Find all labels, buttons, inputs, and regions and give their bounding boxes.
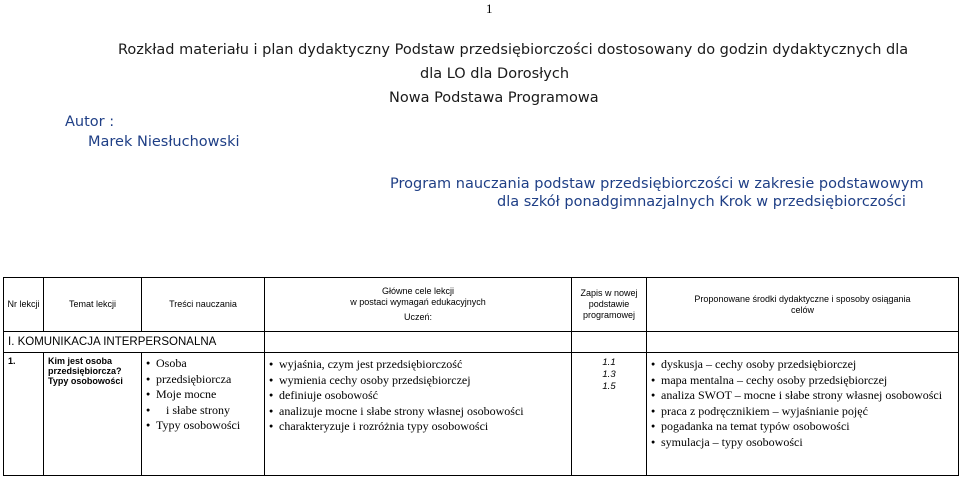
table-row [4, 353, 959, 476]
content-list [146, 356, 264, 434]
lesson-content [142, 353, 265, 476]
lesson-goals [265, 353, 572, 476]
list-item: ● analiza SWOT – mocne i słabe strony własnej osobowości [651, 388, 958, 404]
section-spacer [265, 332, 572, 353]
list-item: ● pogadanka na temat typów osobowości [651, 419, 958, 435]
list-item: ● przedsiębiorcza [146, 372, 264, 388]
document-title: Rozkład materiału i plan dydaktyczny Podstaw przedsiębiorczości dostosowany do godzin dydaktycznych dla [118, 42, 909, 58]
column-header-content: Treści nauczania [142, 278, 265, 332]
curriculum-name: Nowa Podstawa Programowa [389, 90, 599, 106]
list-item: ● charakteryzuje i rozróżnia typy osobowości [269, 419, 571, 435]
column-header-means: Proponowane środki dydaktyczne i sposoby osiągania celów [647, 278, 959, 332]
lesson-plan-table [3, 277, 959, 476]
author-name: Marek Niesłuchowski [88, 134, 240, 150]
list-item: ● i słabe strony [146, 403, 264, 419]
curriculum-records [572, 353, 647, 476]
record-code: 1.1 [602, 357, 616, 368]
program-title: Program nauczania podstaw przedsiębiorczości w zakresie podstawowym [390, 176, 924, 192]
list-item: ● symulacja – typy osobowości [651, 435, 958, 451]
list-item: ● definiuje osobowość [269, 388, 571, 404]
teaching-means [647, 353, 959, 476]
list-item: ● analizuje mocne i słabe strony własnej osobowości [269, 404, 571, 420]
section-spacer [572, 332, 647, 353]
section-spacer [647, 332, 959, 353]
table-header-row [4, 278, 959, 332]
goals-list [269, 357, 571, 435]
column-header-topic: Temat lekcji [44, 278, 142, 332]
list-item: ● wymienia cechy osoby przedsiębiorczej [269, 373, 571, 389]
lesson-topic: Kim jest osoba przedsiębiorcza? Typy osobowości [44, 353, 142, 476]
column-header-goals [265, 278, 572, 332]
list-item: ● Osoba [146, 356, 264, 372]
list-item: ● Moje mocne [146, 387, 264, 403]
list-item: ● Typy osobowości [146, 418, 264, 434]
goals-header-line1: Główne cele lekcji [381, 286, 455, 296]
lesson-number: 1. [4, 353, 44, 476]
means-list [651, 357, 958, 450]
column-header-records: Zapis w nowej podstawie programowej [572, 278, 647, 332]
section-title: I. KOMUNIKACJA INTERPERSONALNA [4, 332, 265, 353]
author-label: Autor : [65, 114, 115, 130]
list-item: ● wyjaśnia, czym jest przedsiębiorczość [269, 357, 571, 373]
column-header-nr: Nr lekcji [4, 278, 44, 332]
goals-header-line3: Uczeń: [403, 312, 432, 322]
document-subtitle: dla LO dla Dorosłych [420, 66, 570, 82]
record-code: 1.5 [602, 381, 616, 392]
page-number: 1 [486, 1, 493, 16]
list-item: ● mapa mentalna – cechy osoby przedsiębiorczej [651, 373, 958, 389]
program-subtitle: dla szkół ponadgimnazjalnych Krok w przedsiębiorczości [497, 194, 906, 210]
record-code: 1.3 [602, 369, 616, 380]
section-row [4, 332, 959, 353]
list-item: ● dyskusja – cechy osoby przedsiębiorczej [651, 357, 958, 373]
list-item: ● praca z podręcznikiem – wyjaśnianie pojęć [651, 404, 958, 420]
goals-header-line2: w postaci wymagań edukacyjnych [350, 297, 486, 307]
